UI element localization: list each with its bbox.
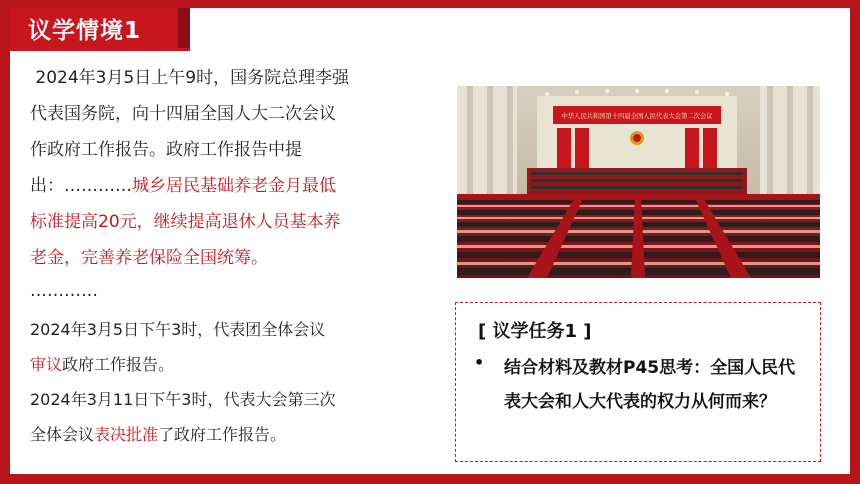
discussion-task-box xyxy=(455,302,821,462)
para2-line2: 审议政府工作报告。 xyxy=(30,355,175,374)
npc-session-photo xyxy=(457,86,820,278)
task-question: 结合材料及教材P45思考：全国人民代表大会和人大代表的权力从何而来？ xyxy=(504,358,796,412)
slide xyxy=(10,8,850,474)
para1-line6: 老金，完善养老保险全国统筹。 xyxy=(30,248,268,268)
para2-line4: 全体会议表决批准了政府工作报告。 xyxy=(30,425,287,444)
material-paragraph-1 xyxy=(30,60,438,306)
para2-line1: 2024年3月5日下午3时，代表团全体会议 xyxy=(30,320,326,339)
task-bullet: • xyxy=(474,353,485,372)
task-title: [ 议学任务1 ] xyxy=(478,321,592,342)
photo-banner-text: 中华人民共和国第十四届全国人民代表大会第二次会议 xyxy=(561,113,713,120)
title-underline xyxy=(10,48,190,51)
para1-ellipsis: ………… xyxy=(30,281,98,301)
para2-line3: 2024年3月11日下午3时，代表大会第三次 xyxy=(30,390,336,409)
material-paragraph-2 xyxy=(30,312,430,452)
para1-line3: 作政府工作报告。政府工作报告中提 xyxy=(30,140,302,160)
para1-line5: 标准提高20元，继续提高退休人员基本养 xyxy=(30,212,341,232)
para1-line2: 代表国务院，向十四届全国人大二次会议 xyxy=(30,104,336,124)
title-tab-shadow xyxy=(178,8,190,48)
para1-line4: 出：…………城乡居民基础养老金月最低 xyxy=(30,176,336,196)
section-title: 议学情境1 xyxy=(10,8,178,48)
para1-line1: 2024年3月5日上午9时，国务院总理李强 xyxy=(35,68,350,88)
